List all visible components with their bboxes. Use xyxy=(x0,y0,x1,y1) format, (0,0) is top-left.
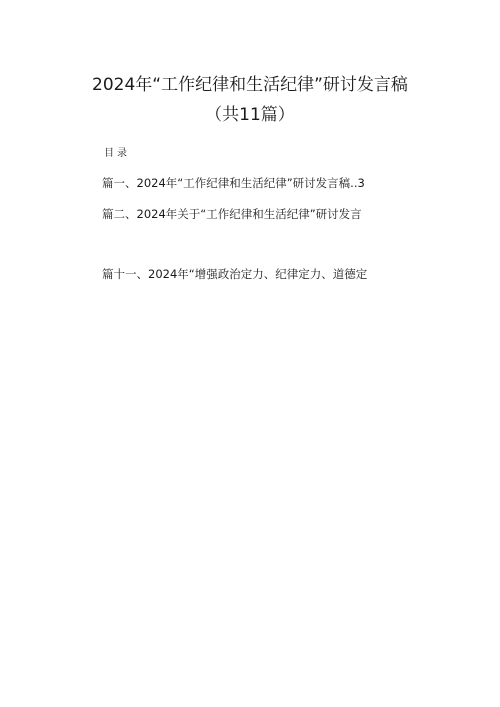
toc-item[interactable]: 篇一、2024年“工作纪律和生活纪律”研讨发言稿..3 xyxy=(102,176,365,190)
document-title: 2024年“工作纪律和生活纪律”研讨发言稿 xyxy=(92,75,408,95)
toc-item[interactable]: 篇二、2024年关于“工作纪律和生活纪律”研讨发言 xyxy=(102,207,362,221)
document-subtitle: （共11篇） xyxy=(205,105,295,125)
toc-heading: 目录 xyxy=(104,148,130,159)
toc-item[interactable]: 篇十一、2024年“增强政治定力、纪律定力、道德定 xyxy=(102,267,368,281)
